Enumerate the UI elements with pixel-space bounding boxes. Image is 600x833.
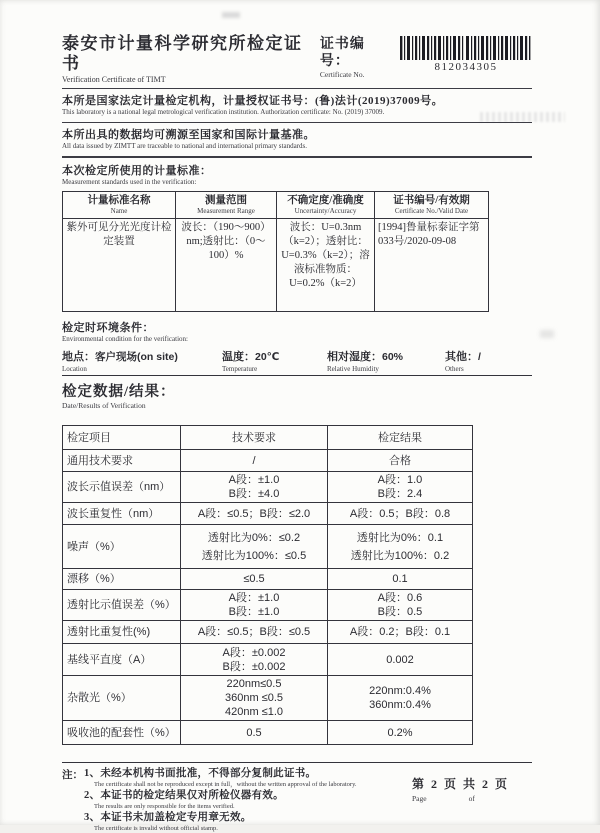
result-cell bbox=[328, 450, 473, 472]
standards-heading bbox=[62, 164, 532, 187]
page-indicator bbox=[412, 775, 532, 833]
environment-fields-row bbox=[62, 350, 532, 376]
scan-artifact bbox=[222, 12, 240, 18]
standards-heading-cn: 本次检定所使用的计量标准： bbox=[62, 165, 212, 177]
standards-col-name bbox=[63, 192, 176, 219]
note-en: The certificate is invalid without official stamp. bbox=[94, 825, 218, 832]
statement-cn: 本所出具的数据均可溯源至国家和国际计量基准。 bbox=[62, 129, 315, 141]
others-label-en: Others bbox=[445, 365, 464, 373]
footer-notes bbox=[62, 767, 532, 833]
result-cell bbox=[328, 503, 473, 525]
certificate-number-labels bbox=[320, 36, 394, 80]
notes-label: 注： bbox=[62, 770, 83, 781]
results-row-wavelength-error bbox=[63, 472, 473, 503]
temperature-label-en: Temperature bbox=[222, 365, 258, 373]
results-heading bbox=[62, 383, 532, 411]
divider bbox=[62, 762, 532, 763]
page-title-en: Verification Certificate of TIMT bbox=[62, 75, 166, 84]
result-line: A段：1.0 bbox=[377, 474, 423, 486]
requirement-line: 220nm≤0.5 bbox=[226, 678, 282, 690]
temperature-line bbox=[222, 350, 327, 364]
others-line bbox=[445, 350, 532, 364]
result-line: A段：0.2；B段：0.1 bbox=[349, 626, 451, 638]
result-cell bbox=[328, 525, 473, 569]
results-row-transmittance-error bbox=[63, 590, 473, 621]
requirement-cell bbox=[181, 676, 328, 721]
item-cell: 漂移（%） bbox=[63, 569, 181, 590]
item-cell: 基线平直度（A） bbox=[63, 644, 181, 676]
requirement-line: B段：±0.002 bbox=[222, 660, 286, 673]
note-cn: 2、本证书的检定结果仅对所检仪器有效。 bbox=[84, 790, 284, 801]
page-title: 泰安市计量科学研究所检定证书 bbox=[62, 34, 303, 73]
standard-name-cell: 紫外可见分光光度计检定装置 bbox=[63, 219, 176, 312]
result-line: 0.1 bbox=[392, 573, 408, 585]
result-line: 0.2% bbox=[387, 726, 413, 739]
result-cell bbox=[328, 621, 473, 644]
note-cn: 3、本证书未加盖检定专用章无效。 bbox=[84, 812, 252, 823]
results-row-cell-matching bbox=[63, 721, 473, 745]
document-content bbox=[62, 34, 532, 833]
item-cell: 噪声（%） bbox=[63, 525, 181, 569]
requirement-cell bbox=[181, 644, 328, 676]
results-row-baseline-flatness bbox=[63, 644, 473, 676]
col-header-en: Measurement Range bbox=[197, 207, 255, 215]
barcode-block bbox=[400, 36, 532, 73]
result-cell bbox=[328, 721, 473, 745]
results-col-requirement: 技术要求 bbox=[181, 426, 328, 450]
standards-col-certno bbox=[375, 192, 489, 219]
requirement-line: ≤0.5 bbox=[243, 573, 265, 585]
statement-authorization bbox=[62, 89, 532, 119]
humidity-label: 相对湿度： bbox=[327, 351, 382, 363]
result-line: B段：0.5 bbox=[377, 606, 423, 618]
result-line: B段：2.4 bbox=[377, 488, 423, 500]
result-line: 220nm:0.4% bbox=[369, 685, 431, 697]
results-row-stray-light bbox=[63, 676, 473, 721]
result-cell bbox=[328, 590, 473, 621]
results-header-row bbox=[63, 426, 473, 450]
temperature-value: 20℃ bbox=[255, 351, 280, 363]
requirement-line: 420nm ≤1.0 bbox=[224, 706, 284, 718]
requirement-line: 0.5 bbox=[246, 726, 262, 739]
item-cell: 透射比重复性(%) bbox=[63, 621, 181, 644]
standard-range-cell: 波长：（190～900）nm;透射比：（0～100）% bbox=[176, 219, 277, 312]
item-cell: 透射比示值误差（%） bbox=[63, 590, 181, 621]
certificate-header bbox=[62, 34, 532, 85]
statement-en: All data issued by ZIMTT are traceable to national and international primary standards. bbox=[62, 142, 307, 150]
item-cell: 波长示值误差（nm） bbox=[63, 472, 181, 503]
item-cell: 杂散光（%） bbox=[63, 676, 181, 721]
result-line: 透射比为0%：0.1 bbox=[356, 531, 444, 544]
requirement-line: 透射比为0%：≤0.2 bbox=[207, 531, 301, 544]
requirement-cell bbox=[181, 590, 328, 621]
requirement-line: 360nm ≤0.5 bbox=[224, 692, 284, 704]
requirement-cell bbox=[181, 525, 328, 569]
location-value: 客户现场(on site) bbox=[95, 351, 178, 363]
item-cell: 通用技术要求 bbox=[63, 450, 181, 472]
result-cell bbox=[328, 676, 473, 721]
humidity-field bbox=[327, 350, 445, 374]
result-cell bbox=[328, 569, 473, 590]
location-field bbox=[62, 350, 222, 374]
requirement-line: / bbox=[252, 454, 256, 467]
of-word: of bbox=[468, 794, 475, 803]
note-cn: 1、未经本机构书面批准，不得部分复制此证书。 bbox=[84, 768, 317, 779]
col-header-cn: 测量范围 bbox=[205, 195, 247, 206]
results-heading-cn: 检定数据/结果： bbox=[62, 384, 176, 400]
requirement-line: B段：±4.0 bbox=[228, 488, 280, 500]
humidity-value: 60% bbox=[382, 351, 404, 363]
title-block bbox=[62, 34, 320, 85]
results-table bbox=[62, 425, 473, 745]
col-header-en: Name bbox=[110, 207, 128, 215]
result-line: 360nm:0.4% bbox=[369, 699, 431, 711]
results-row-drift bbox=[63, 569, 473, 590]
others-value: / bbox=[478, 351, 481, 363]
result-line: 合格 bbox=[389, 454, 411, 467]
standards-heading-en: Measurement standards used in the verification: bbox=[62, 178, 197, 186]
requirement-line: A段：±1.0 bbox=[228, 592, 280, 604]
humidity-label-en: Relative Humidity bbox=[327, 365, 379, 373]
temperature-field bbox=[222, 350, 327, 374]
certificate-number-block bbox=[320, 36, 532, 80]
standards-table-row bbox=[63, 219, 489, 312]
standards-col-uncertainty bbox=[277, 192, 375, 219]
temperature-label: 温度： bbox=[222, 351, 255, 363]
requirement-line: A段：≤0.5；B段：≤2.0 bbox=[197, 507, 311, 520]
col-header-cn: 证书编号/有效期 bbox=[393, 195, 470, 206]
environment-heading bbox=[62, 321, 532, 344]
col-header-cn: 不确定度/准确度 bbox=[287, 195, 364, 206]
results-col-result: 检定结果 bbox=[328, 426, 473, 450]
certificate-number: 812034305 bbox=[434, 61, 498, 73]
notes-list bbox=[84, 767, 404, 833]
divider bbox=[62, 156, 532, 158]
note-en: The certificate shall not be reproduced except in full，without the written approval of the laboratory. bbox=[94, 781, 357, 788]
statement-traceability bbox=[62, 123, 532, 153]
certificate-number-label: 证书编号： bbox=[319, 37, 365, 69]
barcode-icon bbox=[400, 36, 532, 60]
others-field bbox=[445, 350, 532, 374]
results-col-item: 检定项目 bbox=[63, 426, 181, 450]
location-line bbox=[62, 350, 222, 364]
requirement-line: 透射比为100%：≤0.5 bbox=[201, 549, 307, 562]
environment-heading-cn: 检定时环境条件： bbox=[62, 322, 154, 334]
col-header-en: Certificate No./Valid Date bbox=[394, 207, 469, 215]
results-heading-en: Date/Results of Verification bbox=[62, 401, 146, 410]
requirement-cell bbox=[181, 721, 328, 745]
page-number-cn: 第 2 页 共 2 页 bbox=[412, 777, 510, 791]
result-line: 0.002 bbox=[386, 653, 414, 666]
results-row-transmittance-repeatability bbox=[63, 621, 473, 644]
requirement-cell bbox=[181, 503, 328, 525]
environment-heading-en: Environmental condition for the verification: bbox=[62, 335, 188, 343]
standards-table bbox=[62, 191, 489, 312]
requirement-line: A段：±0.002 bbox=[222, 646, 286, 659]
statement-en: This laboratory is a national legal metrological verification institution. Authorization certificate: No. (2019) 37009. bbox=[62, 108, 385, 116]
standard-certno-cell: [1994]鲁量标泰证字第033号/2020-09-08 bbox=[375, 219, 489, 312]
page-number-en bbox=[412, 794, 532, 803]
results-row-wavelength-repeatability bbox=[63, 503, 473, 525]
item-cell: 波长重复性（nm） bbox=[63, 503, 181, 525]
standards-col-range bbox=[176, 192, 277, 219]
requirement-line: A段：±1.0 bbox=[228, 474, 280, 486]
standards-table-header-row bbox=[63, 192, 489, 219]
scan-artifact bbox=[540, 330, 554, 338]
result-line: 透射比为100%：0.2 bbox=[350, 549, 450, 562]
col-header-cn: 计量标准名称 bbox=[87, 195, 151, 206]
requirement-cell bbox=[181, 621, 328, 644]
requirement-line: B段：±1.0 bbox=[228, 606, 280, 618]
humidity-line bbox=[327, 350, 445, 364]
page-word: Page bbox=[412, 794, 427, 803]
standard-uncertainty-cell: 波长：U=0.3nm（k=2）；透射比：U=0.3%（k=2）；溶液标准物质：U=0.2%（k=2） bbox=[277, 219, 375, 312]
location-label: 地点： bbox=[62, 351, 95, 363]
result-line: A段：0.5；B段：0.8 bbox=[349, 507, 451, 520]
statement-cn: 本所是国家法定计量检定机构，计量授权证书号：(鲁)法计(2019)37009号。 bbox=[62, 95, 444, 107]
item-cell: 吸收池的配套性（%） bbox=[63, 721, 181, 745]
certificate-number-label-en: Certificate No. bbox=[319, 70, 365, 79]
requirement-line: A段：≤0.5；B段：≤0.5 bbox=[197, 626, 311, 638]
requirement-cell bbox=[181, 569, 328, 590]
requirement-cell bbox=[181, 450, 328, 472]
result-cell bbox=[328, 644, 473, 676]
note-en: The results are only responsible for the items verified. bbox=[94, 803, 235, 810]
result-cell bbox=[328, 472, 473, 503]
results-row-noise bbox=[63, 525, 473, 569]
col-header-en: Uncertainty/Accuracy bbox=[294, 207, 357, 215]
others-label: 其他： bbox=[445, 351, 478, 363]
location-label-en: Location bbox=[62, 365, 87, 373]
results-row-general bbox=[63, 450, 473, 472]
requirement-cell bbox=[181, 472, 328, 503]
result-line: A段：0.6 bbox=[377, 592, 423, 604]
